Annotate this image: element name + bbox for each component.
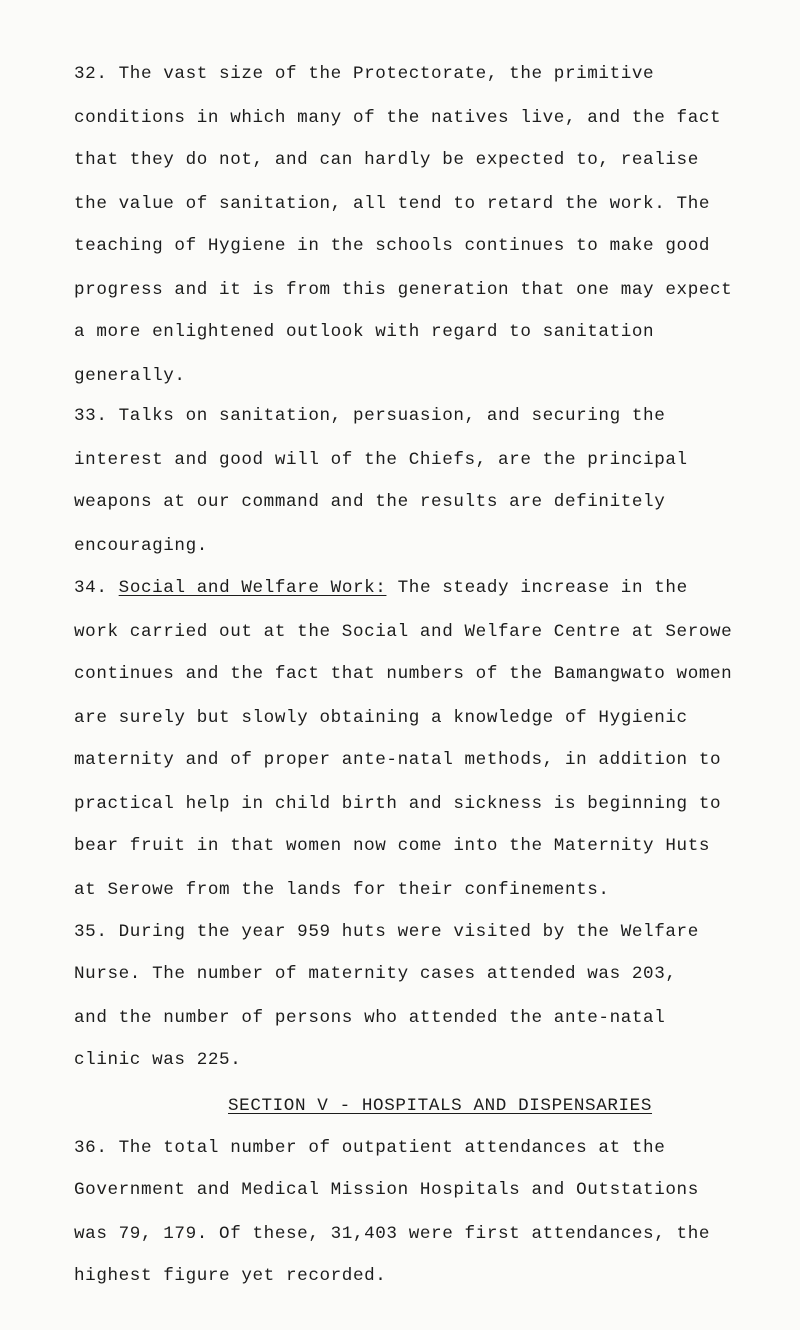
text-line: clinic was 225. (74, 1050, 242, 1070)
text-line: bear fruit in that women now come into the Maternity Huts (74, 836, 711, 856)
paragraph-text: The steady increase in the (397, 578, 688, 598)
text-line: a more enlightened outlook with regard to sanitation (74, 322, 655, 342)
text-line: 33. Talks on sanitation, persuasion, and securing the (74, 406, 666, 426)
text-line (74, 576, 688, 600)
text-line: highest figure yet recorded. (74, 1266, 387, 1286)
paragraph-number: 34. (74, 578, 108, 598)
text-line: 35. During the year 959 huts were visited by the Welfare (74, 922, 699, 942)
text-line: generally. (74, 366, 186, 386)
text-line: was 79, 179. Of these, 31,403 were first attendances, the (74, 1224, 711, 1244)
text-line: the value of sanitation, all tend to retard the work. The (74, 194, 711, 214)
text-line: Nurse. The number of maternity cases attended was 203, (74, 964, 677, 984)
text-line: interest and good will of the Chiefs, are the principal (74, 450, 688, 470)
text-line: that they do not, and can hardly be expected to, realise (74, 150, 699, 170)
paragraph-heading: Social and Welfare Work: (118, 578, 387, 598)
section-heading: SECTION V - HOSPITALS AND DISPENSARIES (228, 1096, 653, 1116)
text-line: 32. The vast size of the Protectorate, the primitive (74, 64, 655, 84)
text-line: encouraging. (74, 536, 208, 556)
text-line: practical help in child birth and sickness is beginning to (74, 794, 722, 814)
text-line: continues and the fact that numbers of the Bamangwato women (74, 664, 733, 684)
text-line: maternity and of proper ante-natal methods, in addition to (74, 750, 722, 770)
text-line: progress and it is from this generation that one may expect (74, 280, 733, 300)
text-line: weapons at our command and the results are definitely (74, 492, 666, 512)
text-line: work carried out at the Social and Welfare Centre at Serowe (74, 622, 733, 642)
text-line: are surely but slowly obtaining a knowledge of Hygienic (74, 708, 688, 728)
text-line: and the number of persons who attended the ante-natal (74, 1008, 666, 1028)
text-line: Government and Medical Mission Hospitals and Outstations (74, 1180, 699, 1200)
text-line: teaching of Hygiene in the schools continues to make good (74, 236, 711, 256)
text-line: at Serowe from the lands for their confinements. (74, 880, 610, 900)
text-line: 36. The total number of outpatient attendances at the (74, 1138, 666, 1158)
text-line: conditions in which many of the natives live, and the fact (74, 108, 722, 128)
